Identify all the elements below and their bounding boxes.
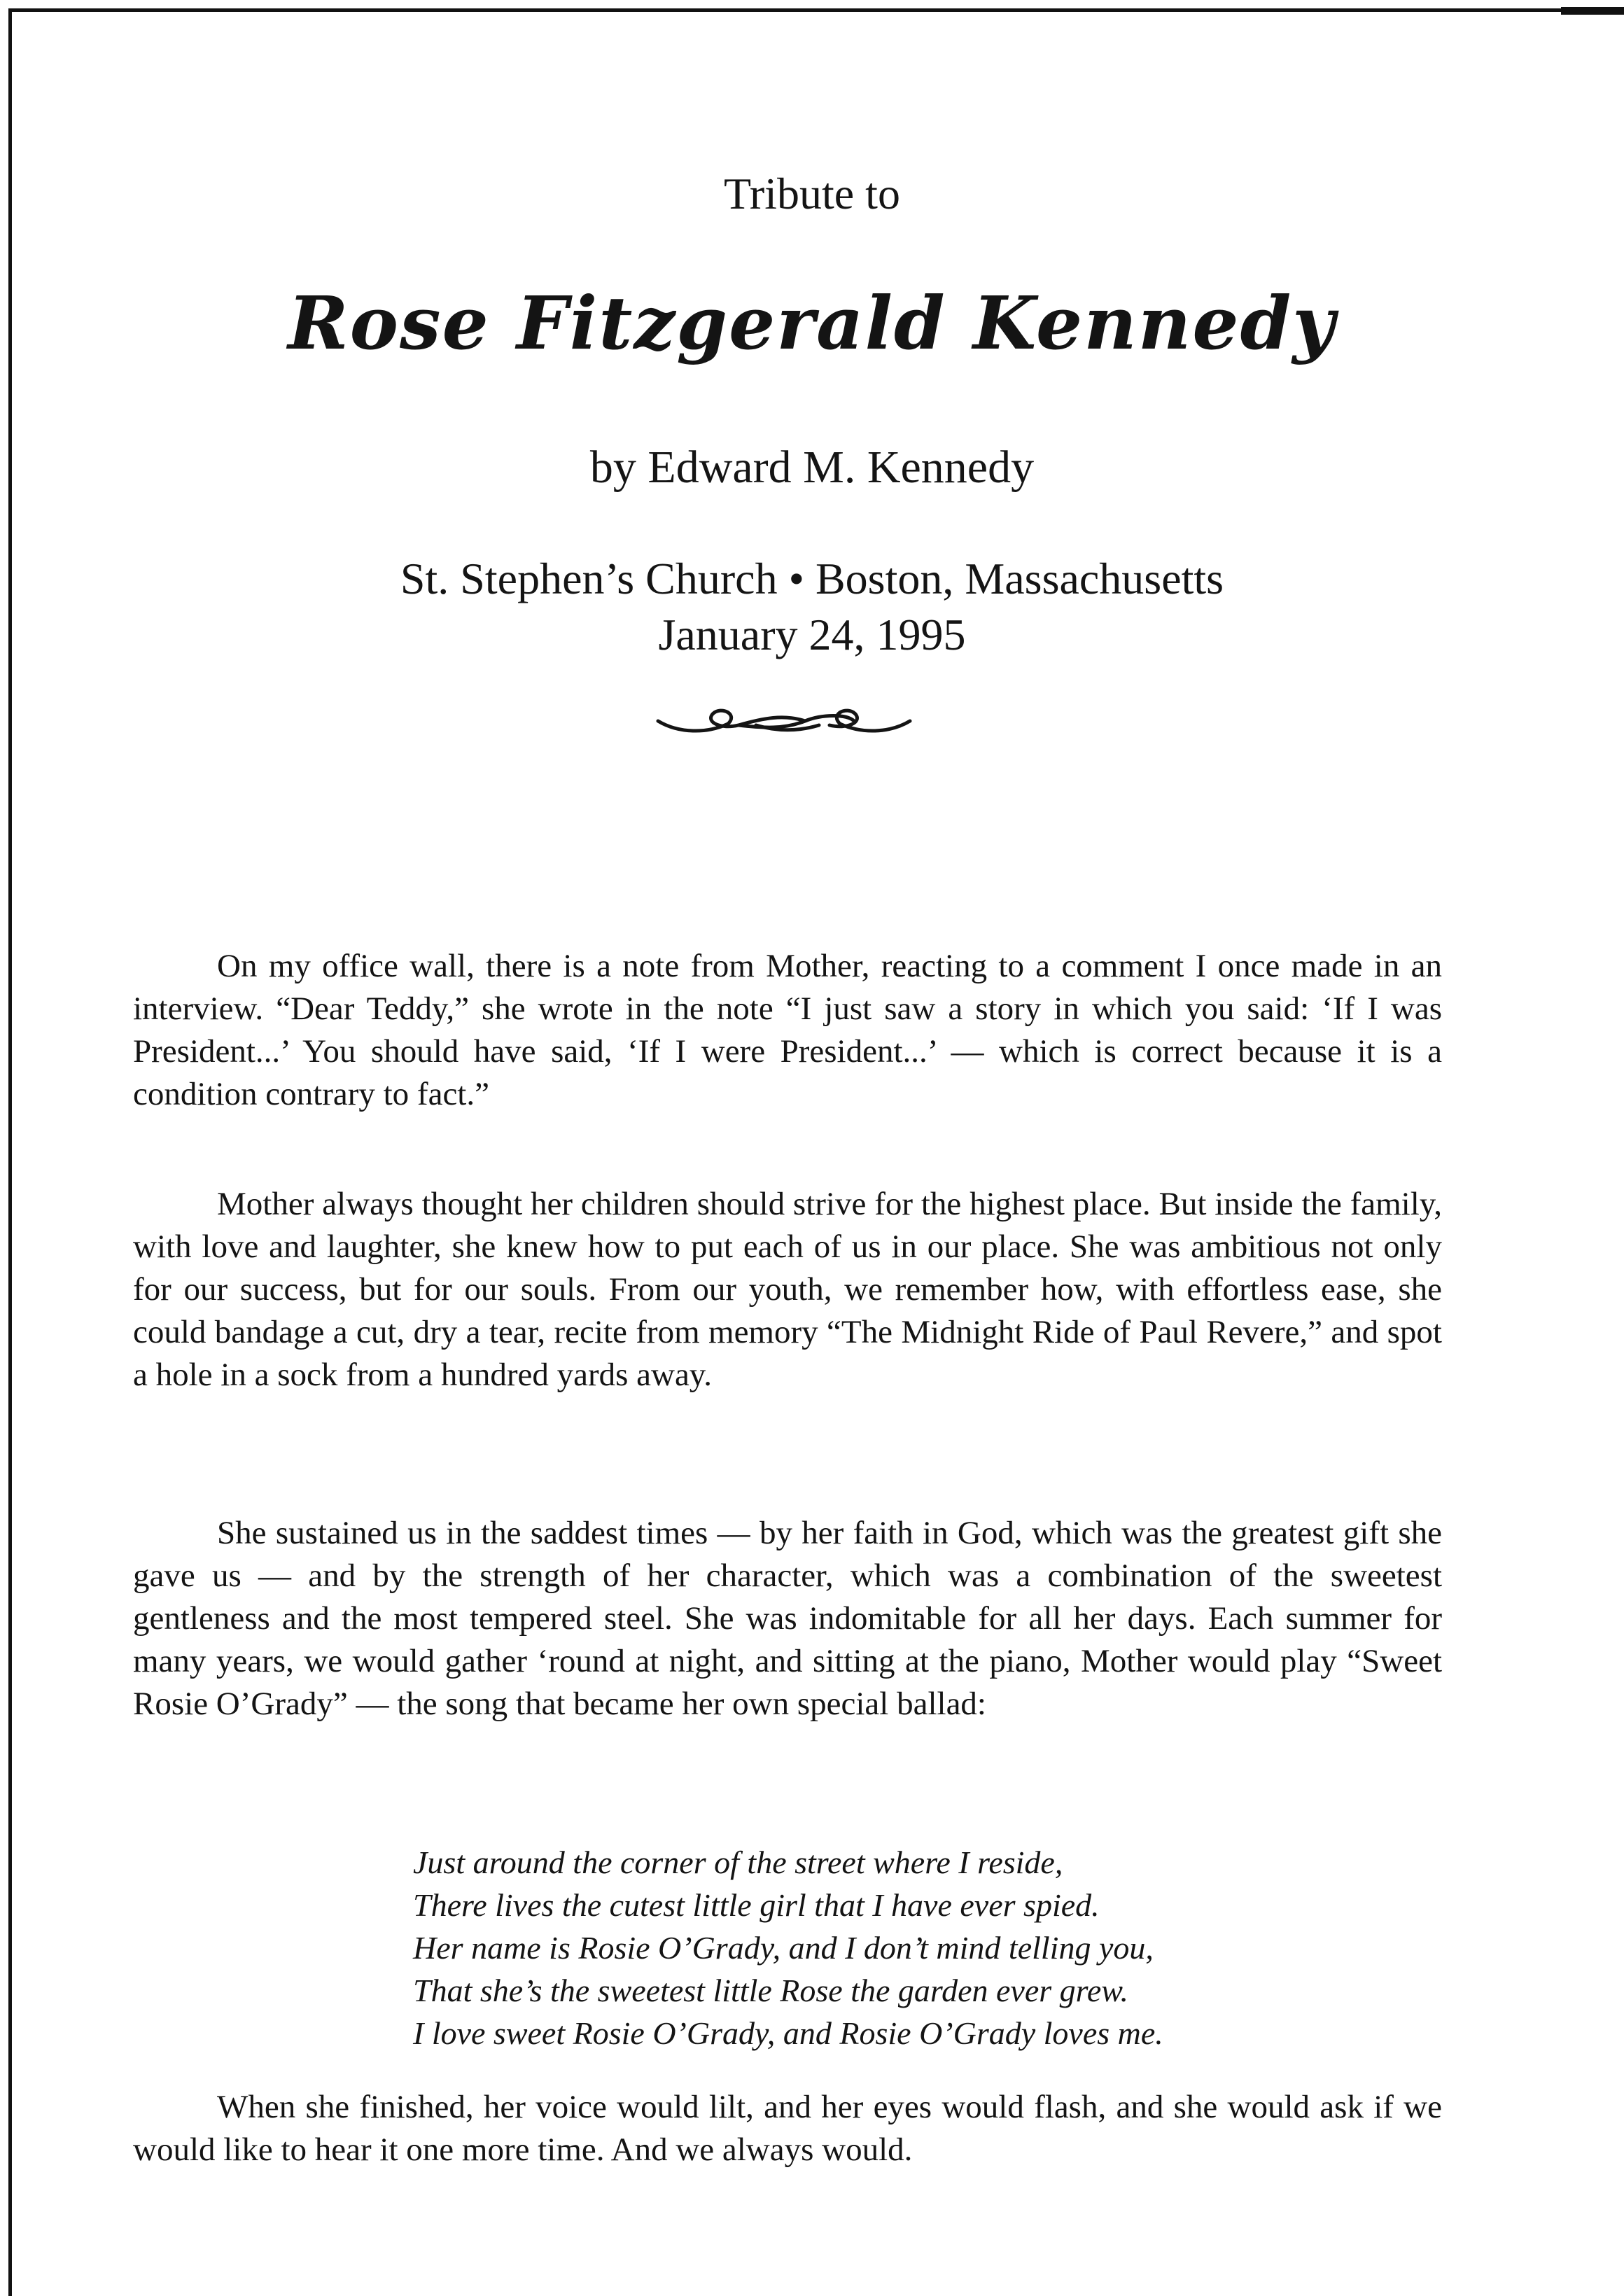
scroll-flourish-icon [644, 693, 924, 749]
top-right-border-mark [1561, 7, 1624, 15]
top-border-line [8, 8, 1618, 12]
date-line: January 24, 1995 [658, 610, 966, 659]
verse-line: There lives the cutest little girl that I have ever spied. [413, 1887, 1100, 1923]
paragraph-1: On my office wall, there is a note from Mother, reacting to a comment I once made in an interview. “Dear Teddy,” she wrote in the note “I just saw a story in which you said: ‘If I was President...’ You should have said, ‘If I were President...’ — which is correct because it is a condition contrary to fact.” [133, 948, 1442, 1112]
author-byline: by Edward M. Kennedy [589, 442, 1035, 493]
verse-line: Her name is Rosie O’Grady, and I don’t mind telling you, [413, 1930, 1154, 1966]
verse-line: Just around the corner of the street where I reside, [413, 1844, 1063, 1880]
song-verse [413, 1841, 1393, 2054]
honoree-name: Rose Fitzgerald Kennedy [288, 280, 1336, 366]
paragraph-2: Mother always thought her children should strive for the highest place. But inside the family, with love and laughter, she knew how to put each of us in our place. She was ambitious not only for our success, but for our souls. From our youth, we remember how, with effortless ease, she could bandage a cut, dry a tear, recite from memory “The Midnight Ride of Paul Revere,” and spot a hole in a sock from a hundred yards away. [133, 1186, 1442, 1393]
venue-line: St. Stephen’s Church • Boston, Massachusetts [400, 554, 1224, 603]
verse-line: I love sweet Rosie O’Grady, and Rosie O’Grady loves me. [413, 2015, 1163, 2051]
verse-line: That she’s the sweetest little Rose the garden ever grew. [413, 1973, 1129, 2008]
paragraph-4: When she finished, her voice would lilt, and her eyes would flash, and she would ask if we would like to hear it one more time. And we always would. [133, 2089, 1442, 2168]
paragraph-3: She sustained us in the saddest times — by her faith in God, which was the greatest gift she gave us — and by the strength of her character, which was a combination of the sweetest gentleness and the most tempered steel. She was indomitable for all her days. Each summer for many years, we would gather ‘round at night, and sitting at the piano, Mother would play “Sweet Rosie O’Grady” — the song that became her own special ballad: [133, 1515, 1442, 1722]
tribute-heading: Tribute to [724, 169, 900, 218]
